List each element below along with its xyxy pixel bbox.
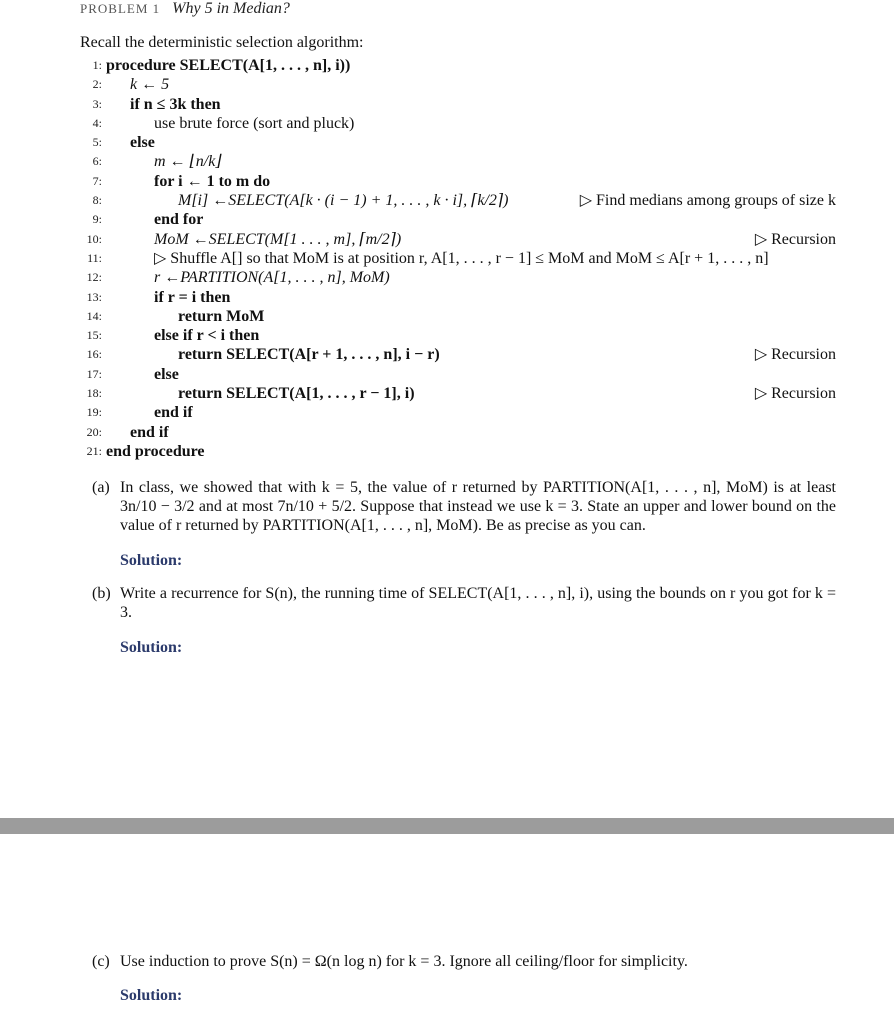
question-b-label: (b) (92, 585, 111, 602)
line-number: 4: (92, 115, 102, 130)
solution-label-a: Solution: (120, 552, 183, 569)
line-number: 9: (92, 212, 102, 227)
line-number: 10: (86, 231, 102, 246)
algo-line (80, 172, 840, 191)
line-number: 6: (92, 154, 102, 169)
line-number: 19: (86, 405, 102, 420)
line-comment: ▷ Find medians among groups of size k (579, 192, 836, 210)
question-a (92, 478, 836, 535)
line-code: if n ≤ 3k then (130, 95, 221, 113)
line-code: return MoM (178, 307, 265, 325)
algo-line (80, 384, 840, 403)
line-code: m ← ⌊n/k⌋ (154, 153, 222, 171)
line-code: end if (154, 404, 193, 422)
line-code: return SELECT(A[r + 1, . . . , n], i − r) (178, 346, 440, 364)
line-code: else if r < i then (154, 327, 260, 345)
solution-label-c: Solution: (120, 987, 183, 1004)
line-comment: ▷ Recursion (754, 385, 836, 403)
algo-line (80, 423, 840, 442)
line-code: else (130, 134, 155, 152)
algo-line (80, 442, 840, 461)
line-code: M[i] ←SELECT(A[k · (i − 1) + 1, . . . , k · i], ⌈k/2⌉) (178, 192, 509, 210)
line-code: for i ← 1 to m do (154, 172, 271, 190)
question-a-label: (a) (92, 479, 110, 496)
line-number: 16: (86, 347, 102, 362)
line-code: return SELECT(A[1, . . . , r − 1], i) (178, 385, 415, 403)
line-number: 21: (86, 443, 102, 458)
line-number: 1: (92, 58, 102, 72)
question-c (92, 952, 836, 971)
question-c-text: Use induction to prove S(n) = Ω(n log n) for k = 3. Ignore all ceiling/floor for simplicity. (120, 953, 688, 970)
line-comment: ▷ Recursion (754, 230, 836, 248)
line-number: 3: (92, 96, 102, 111)
question-a-text: In class, we showed that with k = 5, the value of r returned by PARTITION(A[1, . . . , n], MoM) is at least 3n/10 − 3/2 and at most 7n/10 + 5/2. Suppose that instead we use k = 3. State an upper and lower bound on the value of r returned by PARTITION(A[1, . . . , n], MoM). Be as precise as you can. (120, 479, 836, 534)
line-code: MoM ←SELECT(M[1 . . . , m], ⌈m/2⌉) (154, 230, 402, 248)
line-comment: ▷ Recursion (754, 346, 836, 364)
line-number: 18: (86, 386, 102, 401)
line-number: 5: (92, 135, 102, 150)
line-code: end if (130, 423, 169, 441)
line-code: ▷ Shuffle A[] so that MoM is at position r, A[1, . . . , r − 1] ≤ MoM and MoM ≤ A[r + 1, . . . , n] (154, 249, 769, 267)
algo-line (80, 95, 840, 114)
algo-line (80, 210, 840, 229)
intro-text: Recall the deterministic selection algorithm: (80, 34, 364, 51)
line-code: use brute force (sort and pluck) (154, 114, 355, 132)
line-number: 17: (86, 366, 102, 381)
question-c-label: (c) (92, 953, 110, 970)
problem-title: Why 5 in Median? (172, 0, 290, 17)
algorithm-block (80, 56, 840, 461)
algo-line (80, 268, 840, 287)
algo-line (80, 288, 840, 307)
solution-label-b: Solution: (120, 639, 183, 656)
line-number: 15: (86, 328, 102, 343)
algo-line (80, 230, 840, 249)
algo-line (80, 133, 840, 152)
problem-label: PROBLEM 1 (80, 1, 161, 16)
algo-line (80, 365, 840, 384)
algo-line (80, 326, 840, 345)
line-number: 14: (86, 308, 102, 323)
line-code: end for (154, 211, 204, 229)
algo-line (80, 152, 840, 171)
line-number: 2: (92, 77, 102, 92)
algo-line (80, 345, 840, 364)
line-code: r ←PARTITION(A[1, . . . , n], MoM) (154, 269, 390, 287)
page-divider (0, 818, 894, 834)
line-number: 7: (92, 173, 102, 188)
algo-line (80, 403, 840, 422)
line-code: k ← 5 (130, 76, 170, 94)
problem-header (80, 0, 290, 18)
line-number: 8: (92, 193, 102, 208)
algo-line (80, 114, 840, 133)
line-code: procedure SELECT(A[1, . . . , n], i)) (106, 57, 351, 74)
algo-line (80, 191, 840, 210)
question-b (92, 584, 836, 622)
line-number: 12: (86, 270, 102, 285)
algo-line (80, 249, 840, 268)
line-number: 13: (86, 289, 102, 304)
line-code: end procedure (106, 442, 205, 460)
line-number: 11: (87, 250, 102, 265)
line-number: 20: (86, 424, 102, 439)
algo-line (80, 307, 840, 326)
line-code: if r = i then (154, 288, 231, 306)
algo-line (80, 56, 840, 75)
line-code: else (154, 365, 179, 383)
algo-line (80, 75, 840, 94)
question-b-text: Write a recurrence for S(n), the running time of SELECT(A[1, . . . , n], i), using the bounds on r you got for k = 3. (120, 585, 836, 621)
